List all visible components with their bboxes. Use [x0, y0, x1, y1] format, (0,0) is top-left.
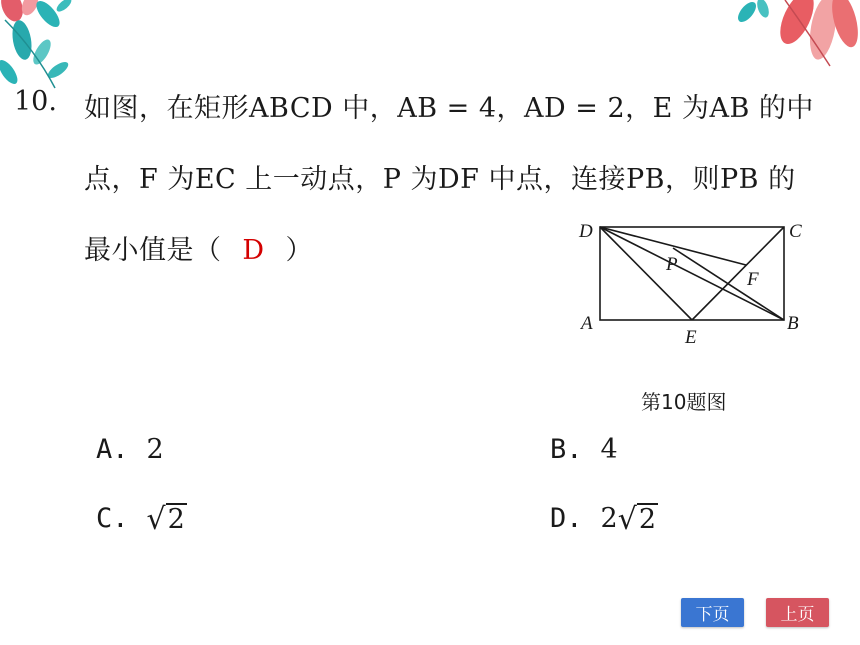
point-label-a: A [581, 313, 593, 334]
option-b-letter: B. [550, 434, 583, 465]
option-a-letter: A. [96, 434, 129, 465]
point-label-d: D [579, 221, 593, 242]
question-text-line-3-end: ） [285, 235, 313, 266]
question-text-line-3 [84, 228, 313, 267]
option-b-value: 4 [600, 434, 618, 465]
rectangle-figure [575, 215, 815, 350]
option-d-letter: D. [550, 503, 583, 535]
question-text-line-2: 点，F 为EC 上一动点，P 为DF 中点，连接PB，则PB 的 [84, 164, 796, 195]
point-label-e: E [685, 327, 697, 348]
figure-caption: 第10题图 [641, 390, 727, 414]
segment-de [600, 227, 692, 320]
segment-pb [673, 248, 784, 320]
option-c-letter: C. [96, 503, 129, 535]
question-text-line-3-start: 最小值是（ [84, 235, 222, 266]
option-c [96, 503, 187, 535]
option-b [550, 434, 618, 465]
sqrt-expression [147, 503, 187, 535]
question-text-line-1: 如图，在矩形ABCD 中，AB = 4，AD = 2，E 为AB 的中 [84, 93, 814, 124]
segment-ec [692, 227, 784, 320]
next-page-button[interactable]: 下页 [681, 598, 744, 627]
point-label-f: F [747, 269, 759, 290]
option-c-radicand: 2 [167, 504, 185, 535]
option-d [550, 503, 658, 535]
option-a-value: 2 [146, 434, 164, 465]
option-c-value [147, 503, 187, 535]
option-a [96, 434, 164, 465]
option-d-value [601, 503, 659, 535]
answer-letter: D [242, 235, 265, 266]
leaf-decoration-right [735, 0, 860, 70]
point-label-c: C [789, 221, 802, 242]
question-number: 10. [14, 86, 57, 117]
sqrt-sign-icon: √ [617, 501, 637, 537]
sqrt-sign-icon: √ [146, 501, 166, 537]
sqrt-expression [618, 503, 658, 535]
point-label-p: P [666, 254, 678, 275]
leaf-decoration-left [0, 0, 90, 95]
option-d-coefficient: 2 [600, 503, 618, 535]
point-label-b: B [787, 313, 799, 334]
previous-page-button[interactable]: 上页 [766, 598, 829, 627]
option-d-radicand: 2 [638, 504, 657, 535]
